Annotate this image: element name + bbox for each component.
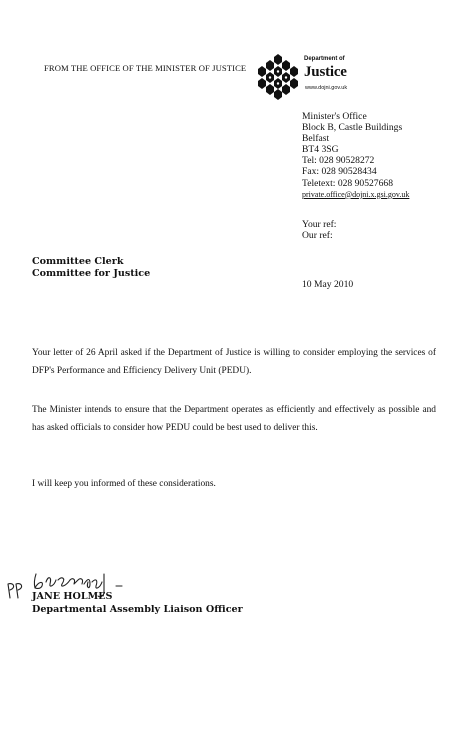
office-line: FROM THE OFFICE OF THE MINISTER OF JUSTICE: [44, 63, 247, 73]
recipient-line: Committee Clerk: [32, 256, 124, 267]
address-line: BT4 3SG: [302, 144, 339, 156]
address-phone: Tel: 028 90528272: [302, 155, 375, 167]
recipient-line: Committee for Justice: [32, 267, 151, 279]
body-paragraph: Your letter of 26 April asked if the Department of Justice is willing to consider employing the services of DFP's Performance and Efficiency Delivery Unit (PEDU).: [32, 348, 436, 376]
your-ref: Your ref:: [302, 219, 337, 230]
address-line: Block B, Castle Buildings: [302, 122, 403, 134]
letter-date: 10 May 2010: [302, 279, 354, 290]
body-paragraph: The Minister intends to ensure that the Department operates as efficiently and effectively as possible and has asked officials to consider how PEDU could be best used to deliver this.: [32, 405, 436, 433]
body-paragraph: I will keep you informed of these considerations.: [32, 479, 216, 489]
address-fax: Fax: 028 90528434: [302, 166, 377, 178]
address-line: Minister's Office: [302, 111, 367, 122]
dept-of-label: Department of: [304, 56, 345, 62]
department-crest-logo: [256, 52, 300, 100]
recipient: [32, 256, 150, 279]
our-ref: Our ref:: [302, 230, 333, 242]
dept-website[interactable]: www.dojni.gov.uk: [305, 85, 348, 91]
signatory-title: Departmental Assembly Liaison Officer: [32, 604, 243, 615]
address-email[interactable]: private.office@dojni.x.gsi.gov.uk: [302, 189, 410, 199]
sender-address: [302, 111, 409, 200]
address-teletext: Teletext: 028 90527668: [302, 177, 393, 189]
address-line: Belfast: [302, 133, 330, 145]
signatory-name: JANE HOLMES: [32, 591, 113, 602]
dept-name: Justice: [304, 64, 347, 80]
references: [302, 219, 336, 241]
